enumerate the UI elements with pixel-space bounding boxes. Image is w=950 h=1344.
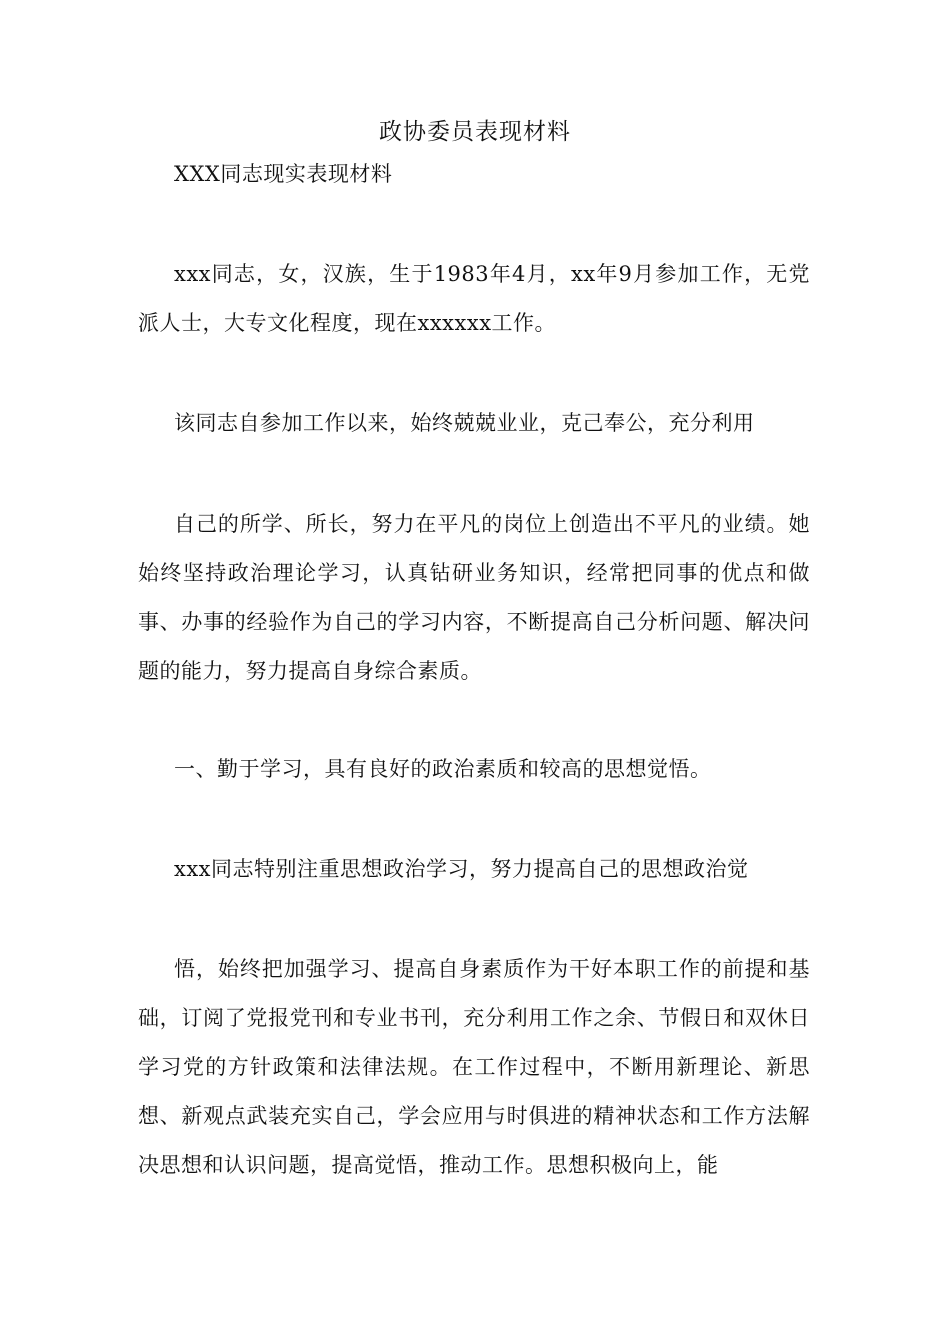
performance-paragraph: 自己的所学、所长，努力在平凡的岗位上创造出不平凡的业绩。她始终坚持政治理论学习，认真钻研业务知识，经常把同事的优点和做事、办事的经验作为自己的学习内容，不断提高自己分析问题、解决问题的能力，努力提高自身综合素质。 [138,512,810,683]
study-detail-paragraph: 悟，始终把加强学习、提高自身素质作为干好本职工作的前提和基础，订阅了党报党刊和专业书刊，充分利用工作之余、节假日和双休日学习党的方针政策和法律法规。在工作过程中，不断用新理论、新思想、新观点武装充实自己，学会应用与时俱进的精神状态和工作方法解决思想和认识问题，提高觉悟，推动工作。思想积极向上，能 [138,957,810,1177]
subtitle-paragraph: XXX同志现实表现材料 [174,162,393,186]
document-title: 政协委员表现材料 [379,119,571,145]
section-heading-1: 一、勤于学习，具有良好的政治素质和较高的思想觉悟。 [174,757,712,781]
personal-info-paragraph: xxx同志，女，汉族，生于1983年4月，xx年9月参加工作，无党派人士，大专文化程度，现在xxxxxx工作。 [138,262,810,335]
intro-paragraph: 该同志自参加工作以来，始终兢兢业业，克己奉公，充分利用 [174,411,755,435]
study-intro-paragraph: xxx同志特别注重思想政治学习，努力提高自己的思想政治觉 [174,857,749,881]
